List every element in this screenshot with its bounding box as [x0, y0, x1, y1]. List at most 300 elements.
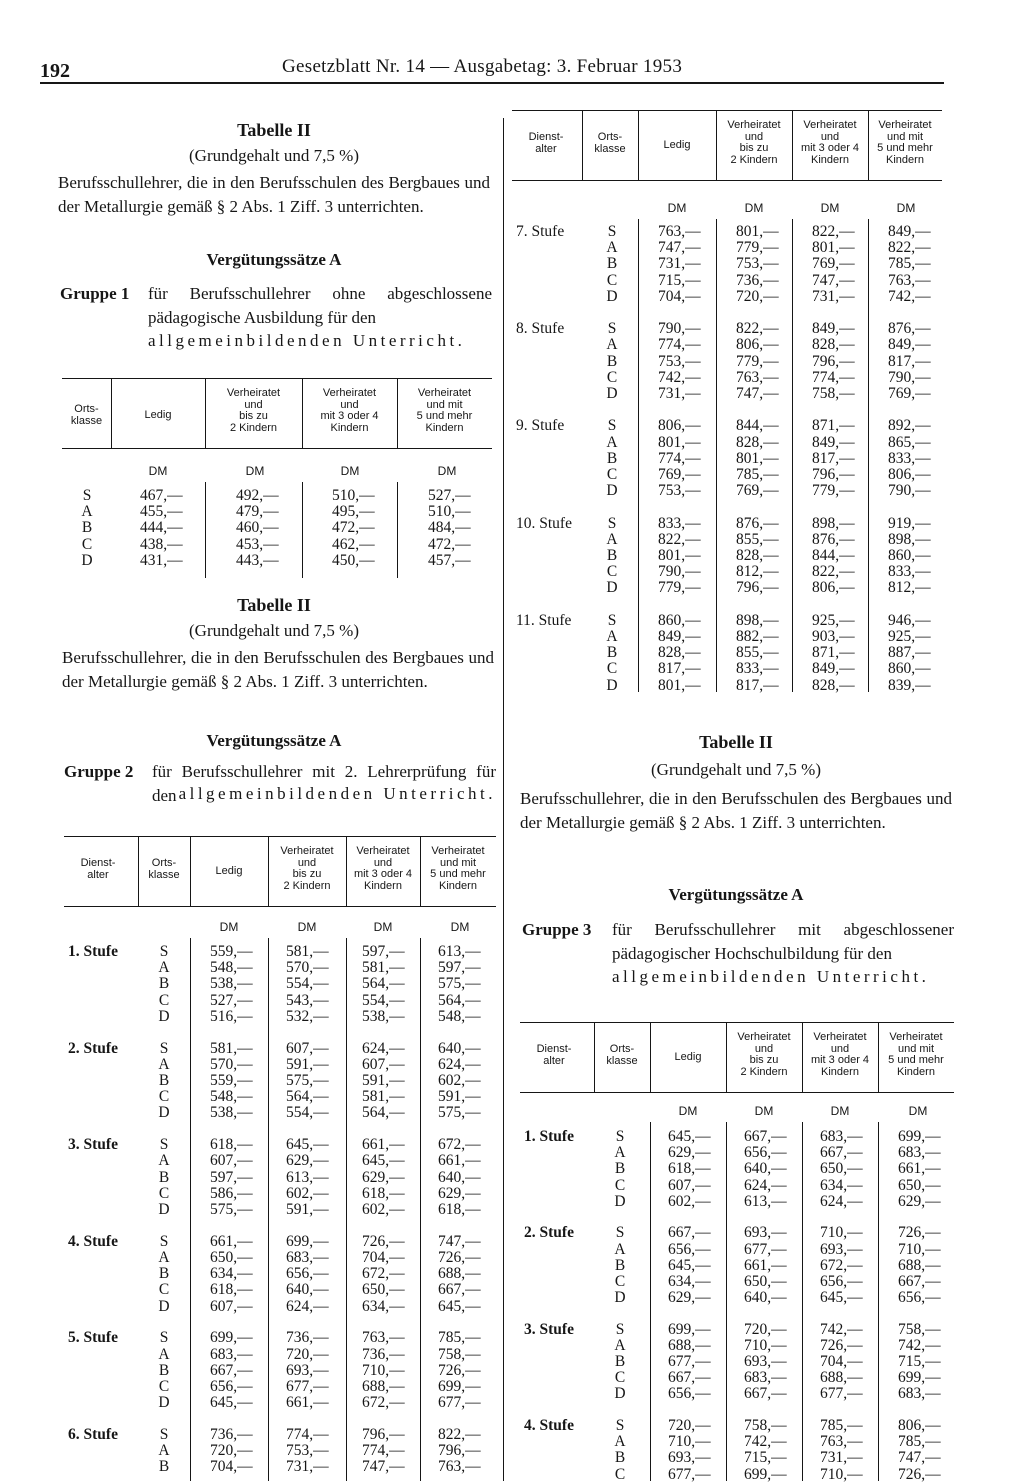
salary-cell: 817,—	[736, 676, 779, 694]
salary-cell: 559,—	[210, 1072, 253, 1089]
salary-cell: 828,—	[658, 644, 701, 662]
salary-cell: 438,—	[140, 535, 183, 553]
salary-cell: 618,—	[438, 1201, 481, 1218]
salary-cell: 925,—	[812, 611, 855, 629]
gruppe-text-spaced: allgemeinbildenden Unterricht.	[612, 967, 930, 986]
salary-cell: 925,—	[888, 628, 931, 645]
verheiratet-3-4-header-line: und	[830, 1042, 850, 1055]
salary-cell: 769,—	[812, 255, 855, 273]
salary-cell: 699,—	[210, 1329, 253, 1347]
body-column-rule	[716, 219, 717, 692]
salary-cell: 747,—	[362, 1458, 405, 1476]
salary-cell: 613,—	[286, 1168, 329, 1186]
salary-cell: 548,—	[210, 959, 253, 977]
currency-label: DM	[830, 1104, 850, 1118]
salary-cell: 720,—	[668, 1416, 711, 1434]
currency-label: DM	[667, 201, 687, 215]
salary-cell: 624,—	[362, 1039, 405, 1057]
salary-cell: 688,—	[820, 1369, 863, 1387]
salary-cell: 822,—	[812, 223, 855, 240]
salary-cell: 801,—	[658, 547, 701, 564]
salary-cell: 774,—	[658, 336, 701, 354]
table-subtitle: (Grundgehalt und 7,5 %)	[651, 760, 821, 779]
salary-cell: 532,—	[286, 1007, 329, 1025]
ortsklasse-cell: C	[606, 466, 618, 483]
salary-cell: 460,—	[236, 519, 279, 537]
ortsklasse-cell: D	[606, 676, 618, 694]
ledig-header: Ledig	[674, 1051, 702, 1063]
stufe-label: 1. Stufe	[68, 943, 118, 960]
dienstalter-header	[512, 132, 580, 155]
salary-cell: 650,—	[820, 1160, 863, 1178]
stufe-label: 1. Stufe	[524, 1128, 574, 1145]
verheiratet-3-4-header-line: mit 3 oder 4	[810, 1054, 870, 1066]
salary-cell: 677,—	[668, 1465, 711, 1483]
verheiratet-bis-2-header	[268, 846, 346, 892]
ortsklasse-cell: S	[159, 1329, 169, 1347]
body-column-rule	[638, 219, 639, 692]
salary-cell: 720,—	[744, 1320, 787, 1338]
verheiratet-bis-2-header-line: bis zu	[292, 868, 322, 880]
body-column-rule	[268, 938, 269, 1481]
stufe-label: 2. Stufe	[68, 1039, 118, 1057]
salary-cell: 667,—	[744, 1128, 787, 1145]
salary-cell: 656,—	[744, 1144, 787, 1162]
verheiratet-bis-2-header-line: 2 Kindern	[283, 879, 331, 892]
salary-cell: 742,—	[744, 1433, 787, 1451]
salary-cell: 919,—	[888, 514, 931, 532]
ortsklasse-cell: D	[606, 482, 618, 500]
verheiratet-5-mehr-header-line: 5 und mehr	[888, 1054, 944, 1066]
salary-cell: 806,—	[888, 466, 931, 483]
table-header-rule	[64, 906, 496, 907]
salary-cell: 817,—	[658, 660, 701, 678]
ortsklasse-cell: A	[158, 1442, 170, 1460]
salary-cell: 443,—	[236, 551, 279, 569]
salary-cell: 699,—	[898, 1128, 941, 1145]
salary-cell: 726,—	[898, 1465, 941, 1483]
body-column-rule	[190, 938, 191, 1481]
currency-label: DM	[373, 920, 393, 934]
salary-cell: 618,—	[362, 1184, 405, 1202]
salary-cell: 763,—	[438, 1458, 481, 1476]
ortsklasse-cell: B	[606, 644, 618, 662]
salary-cell: 796,—	[812, 352, 855, 370]
ortsklasse-cell: S	[159, 943, 169, 960]
ortsklasse-cell: D	[158, 1007, 170, 1025]
salary-cell: 774,—	[286, 1426, 329, 1443]
salary-cell: 640,—	[438, 1168, 481, 1186]
ortsklasse-cell: S	[607, 417, 617, 435]
salary-cell: 876,—	[888, 320, 931, 338]
salary-cell: 790,—	[658, 320, 701, 338]
salary-cell: 602,—	[668, 1192, 711, 1210]
ortsklasse-header-line: klasse	[70, 414, 103, 427]
ortsklasse-cell: C	[158, 991, 170, 1009]
ortsklasse-cell: C	[158, 1378, 170, 1395]
page-number: 192	[40, 60, 70, 82]
currency-label: DM	[820, 201, 840, 215]
salary-cell: 457,—	[428, 551, 471, 569]
table-title: Tabelle II	[237, 120, 311, 140]
salary-cell: 607,—	[210, 1297, 253, 1315]
verheiratet-5-mehr-header-line: 5 und mehr	[430, 868, 486, 880]
ortsklasse-cell: S	[615, 1224, 625, 1242]
salary-cell: 591,—	[286, 1055, 329, 1073]
ortsklasse-header-line: Orts-	[74, 403, 99, 415]
salary-cell: 715,—	[658, 271, 701, 289]
salary-cell: 699,—	[286, 1232, 329, 1250]
salary-cell: 607,—	[668, 1176, 711, 1194]
ortsklasse-cell: A	[158, 1152, 170, 1170]
salary-cell: 656,—	[898, 1289, 941, 1307]
verheiratet-bis-2-header-line: und	[297, 856, 317, 869]
salary-cell: 731,—	[658, 255, 701, 273]
salary-cell: 667,—	[898, 1272, 941, 1290]
salary-cell: 758,—	[744, 1416, 787, 1434]
verheiratet-5-mehr-header	[420, 846, 496, 892]
ortsklasse-cell: A	[614, 1336, 626, 1354]
salary-cell: 629,—	[898, 1192, 941, 1210]
dienstalter-header	[64, 858, 132, 881]
salary-cell: 667,—	[744, 1385, 787, 1403]
salary-cell: 581,—	[362, 959, 405, 977]
salary-cell: 597,—	[362, 943, 405, 960]
salary-cell: 554,—	[286, 975, 329, 993]
salary-cell: 683,—	[286, 1249, 329, 1266]
ortsklasse-cell: C	[614, 1176, 626, 1194]
ortsklasse-cell: B	[614, 1449, 626, 1467]
ortsklasse-cell: A	[614, 1240, 626, 1258]
salary-cell: 833,—	[736, 660, 779, 678]
salary-cell: 903,—	[812, 628, 855, 645]
salary-cell: 645,—	[286, 1136, 329, 1154]
salary-cell: 581,—	[362, 1088, 405, 1106]
ledig-header: Ledig	[663, 139, 691, 151]
verheiratet-3-4-header-line: Verheiratet	[356, 845, 410, 857]
salary-cell: 559,—	[210, 943, 253, 960]
salary-cell: 479,—	[236, 503, 279, 521]
salary-cell: 602,—	[438, 1072, 481, 1089]
salary-cell: 817,—	[812, 449, 855, 467]
salary-cell: 699,—	[744, 1465, 787, 1483]
stufe-label: 8. Stufe	[516, 320, 565, 338]
salary-cell: 699,—	[898, 1369, 941, 1387]
salary-cell: 785,—	[820, 1416, 863, 1434]
salary-cell: 624,—	[744, 1176, 787, 1194]
verheiratet-5-mehr-header-line: Verheiratet	[417, 387, 472, 399]
gruppe-text-spaced: allgemeinbildenden Unterricht.	[148, 331, 466, 350]
ortsklasse-cell: D	[158, 1297, 170, 1315]
salary-cell: 618,—	[210, 1136, 253, 1154]
salary-cell: 683,—	[210, 1345, 253, 1363]
salary-cell: 849,—	[812, 320, 855, 338]
salary-cell: 849,—	[812, 433, 855, 451]
salary-cell: 860,—	[888, 547, 931, 564]
salary-cell: 602,—	[286, 1184, 329, 1202]
salary-cell: 607,—	[210, 1152, 253, 1170]
salary-cell: 855,—	[736, 644, 779, 662]
ortsklasse-header	[138, 858, 190, 881]
stufe-label: 7. Stufe	[516, 223, 565, 240]
salary-cell: 629,—	[668, 1289, 711, 1307]
ortsklasse-header-line: klasse	[594, 142, 626, 155]
salary-cell: 527,—	[210, 991, 253, 1009]
table-top-rule	[64, 836, 496, 837]
salary-cell: 667,—	[210, 1361, 253, 1379]
salary-cell: 688,—	[438, 1265, 481, 1283]
salary-cell: 731,—	[658, 385, 701, 402]
salary-cell: 898,—	[812, 514, 855, 532]
dienstalter-header-line: Dienst-	[536, 1043, 572, 1055]
salary-cell: 667,—	[668, 1224, 711, 1242]
salary-cell: 822,—	[888, 239, 931, 257]
salary-cell: 796,—	[736, 579, 779, 597]
verheiratet-5-mehr-header-line: und mit	[897, 1042, 935, 1055]
gruppe-text: für Berufsschullehrer mit abgeschlossener pädagogischer Hochschulbildung für den	[612, 920, 954, 963]
currency-label: DM	[678, 1104, 698, 1118]
verheiratet-5-mehr-header-line: Kindern	[439, 879, 477, 892]
salary-cell: 683,—	[898, 1144, 941, 1162]
salary-cell: 731,—	[820, 1449, 863, 1467]
salary-cell: 581,—	[210, 1039, 253, 1057]
salary-cell: 806,—	[658, 417, 701, 435]
verheiratet-bis-2-header-line: bis zu	[239, 410, 268, 422]
salary-cell: 785,—	[736, 466, 779, 483]
salary-cell: 876,—	[736, 514, 779, 532]
salary-cell: 882,—	[736, 628, 779, 645]
currency-label: DM	[219, 920, 239, 934]
ortsklasse-header-line: Orts-	[597, 131, 623, 143]
verheiratet-bis-2-header-line: bis zu	[749, 1054, 779, 1066]
salary-cell: 650,—	[898, 1176, 941, 1194]
verheiratet-3-4-header-line: Kindern	[330, 421, 369, 434]
ortsklasse-cell: A	[606, 530, 618, 548]
stufe-label: 6. Stufe	[68, 1426, 118, 1443]
salary-cell: 747,—	[736, 385, 779, 402]
verheiratet-3-4-header	[346, 846, 420, 892]
stufe-label: 2. Stufe	[524, 1224, 574, 1242]
dienstalter-header-line: alter	[535, 142, 557, 155]
verheiratet-3-4-header-line: Verheiratet	[813, 1031, 867, 1043]
verheiratet-5-mehr-header-line: Kindern	[886, 153, 924, 166]
salary-cell: 693,—	[820, 1240, 863, 1258]
currency-label: DM	[148, 464, 168, 478]
ortsklasse-cell: B	[158, 1265, 170, 1283]
salary-cell: 543,—	[286, 991, 329, 1009]
table-subtitle: (Grundgehalt und 7,5 %)	[189, 146, 359, 165]
salary-cell: 634,—	[668, 1272, 711, 1290]
salary-cell: 634,—	[362, 1297, 405, 1315]
verheiratet-bis-2-header-line: 2 Kindern	[229, 421, 278, 434]
currency-label: DM	[896, 201, 916, 215]
salary-cell: 704,—	[210, 1458, 253, 1476]
salary-cell: 640,—	[438, 1039, 481, 1057]
salary-cell: 801,—	[736, 223, 779, 240]
salary-cell: 742,—	[898, 1336, 941, 1354]
verheiratet-5-mehr-header-line: 5 und mehr	[416, 410, 473, 422]
ortsklasse-cell: S	[615, 1416, 625, 1434]
salary-cell: 774,—	[812, 368, 855, 386]
currency-label: DM	[754, 1104, 774, 1118]
salary-cell: 629,—	[438, 1184, 481, 1202]
ortsklasse-cell: S	[607, 611, 617, 629]
salary-cell: 887,—	[888, 644, 931, 662]
salary-cell: 769,—	[658, 466, 701, 483]
salary-cell: 613,—	[744, 1192, 787, 1210]
table-header-rule	[512, 180, 942, 181]
verguetungssaetze-heading: Vergütungssätze A	[206, 250, 342, 269]
ortsklasse-cell: C	[606, 660, 618, 678]
salary-cell: 801,—	[736, 449, 779, 467]
salary-cell: 822,—	[812, 563, 855, 581]
salary-cell: 736,—	[736, 271, 779, 289]
salary-cell: 753,—	[658, 352, 701, 370]
ortsklasse-cell: B	[158, 1361, 170, 1379]
salary-cell: 613,—	[438, 943, 481, 960]
ortsklasse-header-line: klasse	[148, 868, 180, 881]
ortsklasse-cell: D	[606, 385, 618, 402]
salary-cell: 747,—	[658, 239, 701, 257]
ortsklasse-cell: A	[81, 503, 93, 521]
body-column-rule	[878, 1122, 879, 1481]
body-column-rule	[726, 1122, 727, 1481]
salary-cell: 790,—	[658, 563, 701, 581]
salary-cell: 763,—	[820, 1433, 863, 1451]
body-column-rule	[205, 482, 206, 578]
salary-cell: 736,—	[286, 1329, 329, 1347]
salary-cell: 747,—	[438, 1232, 481, 1250]
verheiratet-bis-2-header-line: und	[754, 1042, 774, 1055]
ortsklasse-cell: S	[159, 1232, 169, 1250]
ortsklasse-cell: B	[614, 1160, 626, 1178]
ortsklasse-cell: S	[82, 487, 92, 504]
salary-cell: 828,—	[812, 676, 855, 694]
verheiratet-5-mehr-header-line: 5 und mehr	[877, 142, 933, 154]
salary-cell: 538,—	[362, 1007, 405, 1025]
verheiratet-bis-2-header-line: bis zu	[739, 142, 769, 154]
stufe-label: 4. Stufe	[68, 1232, 118, 1250]
salary-cell: 710,—	[668, 1433, 711, 1451]
salary-cell: 510,—	[428, 503, 471, 521]
salary-cell: 763,—	[736, 368, 779, 386]
verheiratet-5-mehr-header-line: und mit	[426, 398, 463, 411]
salary-cell: 833,—	[888, 563, 931, 581]
gruppe-text-spaced: allgemeinbildenden Unterricht.	[178, 784, 496, 803]
ledig-header: Ledig	[215, 865, 243, 877]
salary-cell: 785,—	[888, 255, 931, 273]
ortsklasse-cell: A	[606, 433, 618, 451]
salary-cell: 801,—	[812, 239, 855, 257]
ortsklasse-cell: D	[158, 1201, 170, 1218]
salary-cell: 763,—	[362, 1329, 405, 1347]
salary-cell: 564,—	[362, 1104, 405, 1122]
salary-cell: 849,—	[658, 628, 701, 645]
verheiratet-5-mehr-header	[868, 120, 942, 166]
ortsklasse-cell: C	[158, 1281, 170, 1299]
salary-cell: 661,—	[362, 1136, 405, 1154]
salary-cell: 871,—	[812, 644, 855, 662]
body-column-rule	[868, 219, 869, 692]
table-top-rule	[62, 378, 492, 379]
ortsklasse-cell: A	[158, 1055, 170, 1073]
salary-cell: 650,—	[744, 1272, 787, 1290]
salary-cell: 554,—	[362, 991, 405, 1009]
body-column-rule	[397, 482, 398, 578]
salary-cell: 753,—	[658, 482, 701, 500]
salary-cell: 554,—	[286, 1104, 329, 1122]
body-column-rule	[802, 1122, 803, 1481]
verheiratet-3-4-header-line: Kindern	[821, 1065, 859, 1078]
body-column-rule	[346, 938, 347, 1481]
salary-cell: 527,—	[428, 487, 471, 504]
salary-cell: 450,—	[332, 551, 375, 569]
table-header-rule	[520, 1092, 954, 1093]
verheiratet-5-mehr-header-line: Verheiratet	[889, 1031, 943, 1043]
verheiratet-bis-2-header-line: und	[744, 130, 764, 143]
ortsklasse-cell: B	[606, 449, 618, 467]
salary-cell: 672,—	[438, 1136, 481, 1154]
salary-cell: 624,—	[438, 1055, 481, 1073]
verheiratet-5-mehr-header-line: und mit	[886, 130, 924, 143]
salary-cell: 575,—	[438, 1104, 481, 1122]
salary-cell: 492,—	[236, 487, 279, 504]
salary-cell: 455,—	[140, 503, 183, 521]
salary-cell: 726,—	[438, 1249, 481, 1266]
salary-cell: 661,—	[898, 1160, 941, 1178]
table-top-rule	[520, 1022, 954, 1023]
salary-cell: 812,—	[736, 563, 779, 581]
salary-cell: 677,—	[286, 1378, 329, 1395]
salary-cell: 683,—	[820, 1128, 863, 1145]
ortsklasse-cell: B	[614, 1256, 626, 1274]
salary-cell: 779,—	[736, 352, 779, 370]
ortsklasse-cell: B	[158, 1072, 170, 1089]
ortsklasse-cell: S	[159, 1426, 169, 1443]
ortsklasse-cell: A	[158, 1249, 170, 1266]
ortsklasse-cell: D	[158, 1394, 170, 1412]
salary-cell: 710,—	[362, 1361, 405, 1379]
salary-cell: 629,—	[668, 1144, 711, 1162]
ledig-header: Ledig	[144, 409, 172, 421]
salary-cell: 790,—	[888, 368, 931, 386]
salary-cell: 726,—	[362, 1232, 405, 1250]
ortsklasse-cell: S	[615, 1320, 625, 1338]
salary-cell: 538,—	[210, 1104, 253, 1122]
salary-cell: 742,—	[888, 287, 931, 305]
salary-cell: 591,—	[438, 1088, 481, 1106]
salary-cell: 844,—	[812, 547, 855, 564]
salary-cell: 710,—	[820, 1465, 863, 1483]
salary-cell: 472,—	[332, 519, 375, 537]
salary-cell: 865,—	[888, 433, 931, 451]
salary-cell: 431,—	[140, 551, 183, 569]
salary-cell: 472,—	[428, 535, 471, 553]
salary-cell: 710,—	[820, 1224, 863, 1242]
stufe-label: 11. Stufe	[516, 611, 572, 629]
salary-cell: 839,—	[888, 676, 931, 694]
table-title: Tabelle II	[237, 595, 311, 615]
verheiratet-3-4-header-line: und	[340, 398, 359, 411]
salary-cell: 876,—	[812, 530, 855, 548]
stufe-label: 4. Stufe	[524, 1416, 574, 1434]
salary-cell: 618,—	[668, 1160, 711, 1178]
salary-cell: 806,—	[898, 1416, 941, 1434]
salary-cell: 898,—	[888, 530, 931, 548]
verheiratet-bis-2-header-line: 2 Kindern	[730, 153, 778, 166]
salary-cell: 661,—	[210, 1232, 253, 1250]
ortsklasse-cell: B	[158, 1458, 170, 1476]
